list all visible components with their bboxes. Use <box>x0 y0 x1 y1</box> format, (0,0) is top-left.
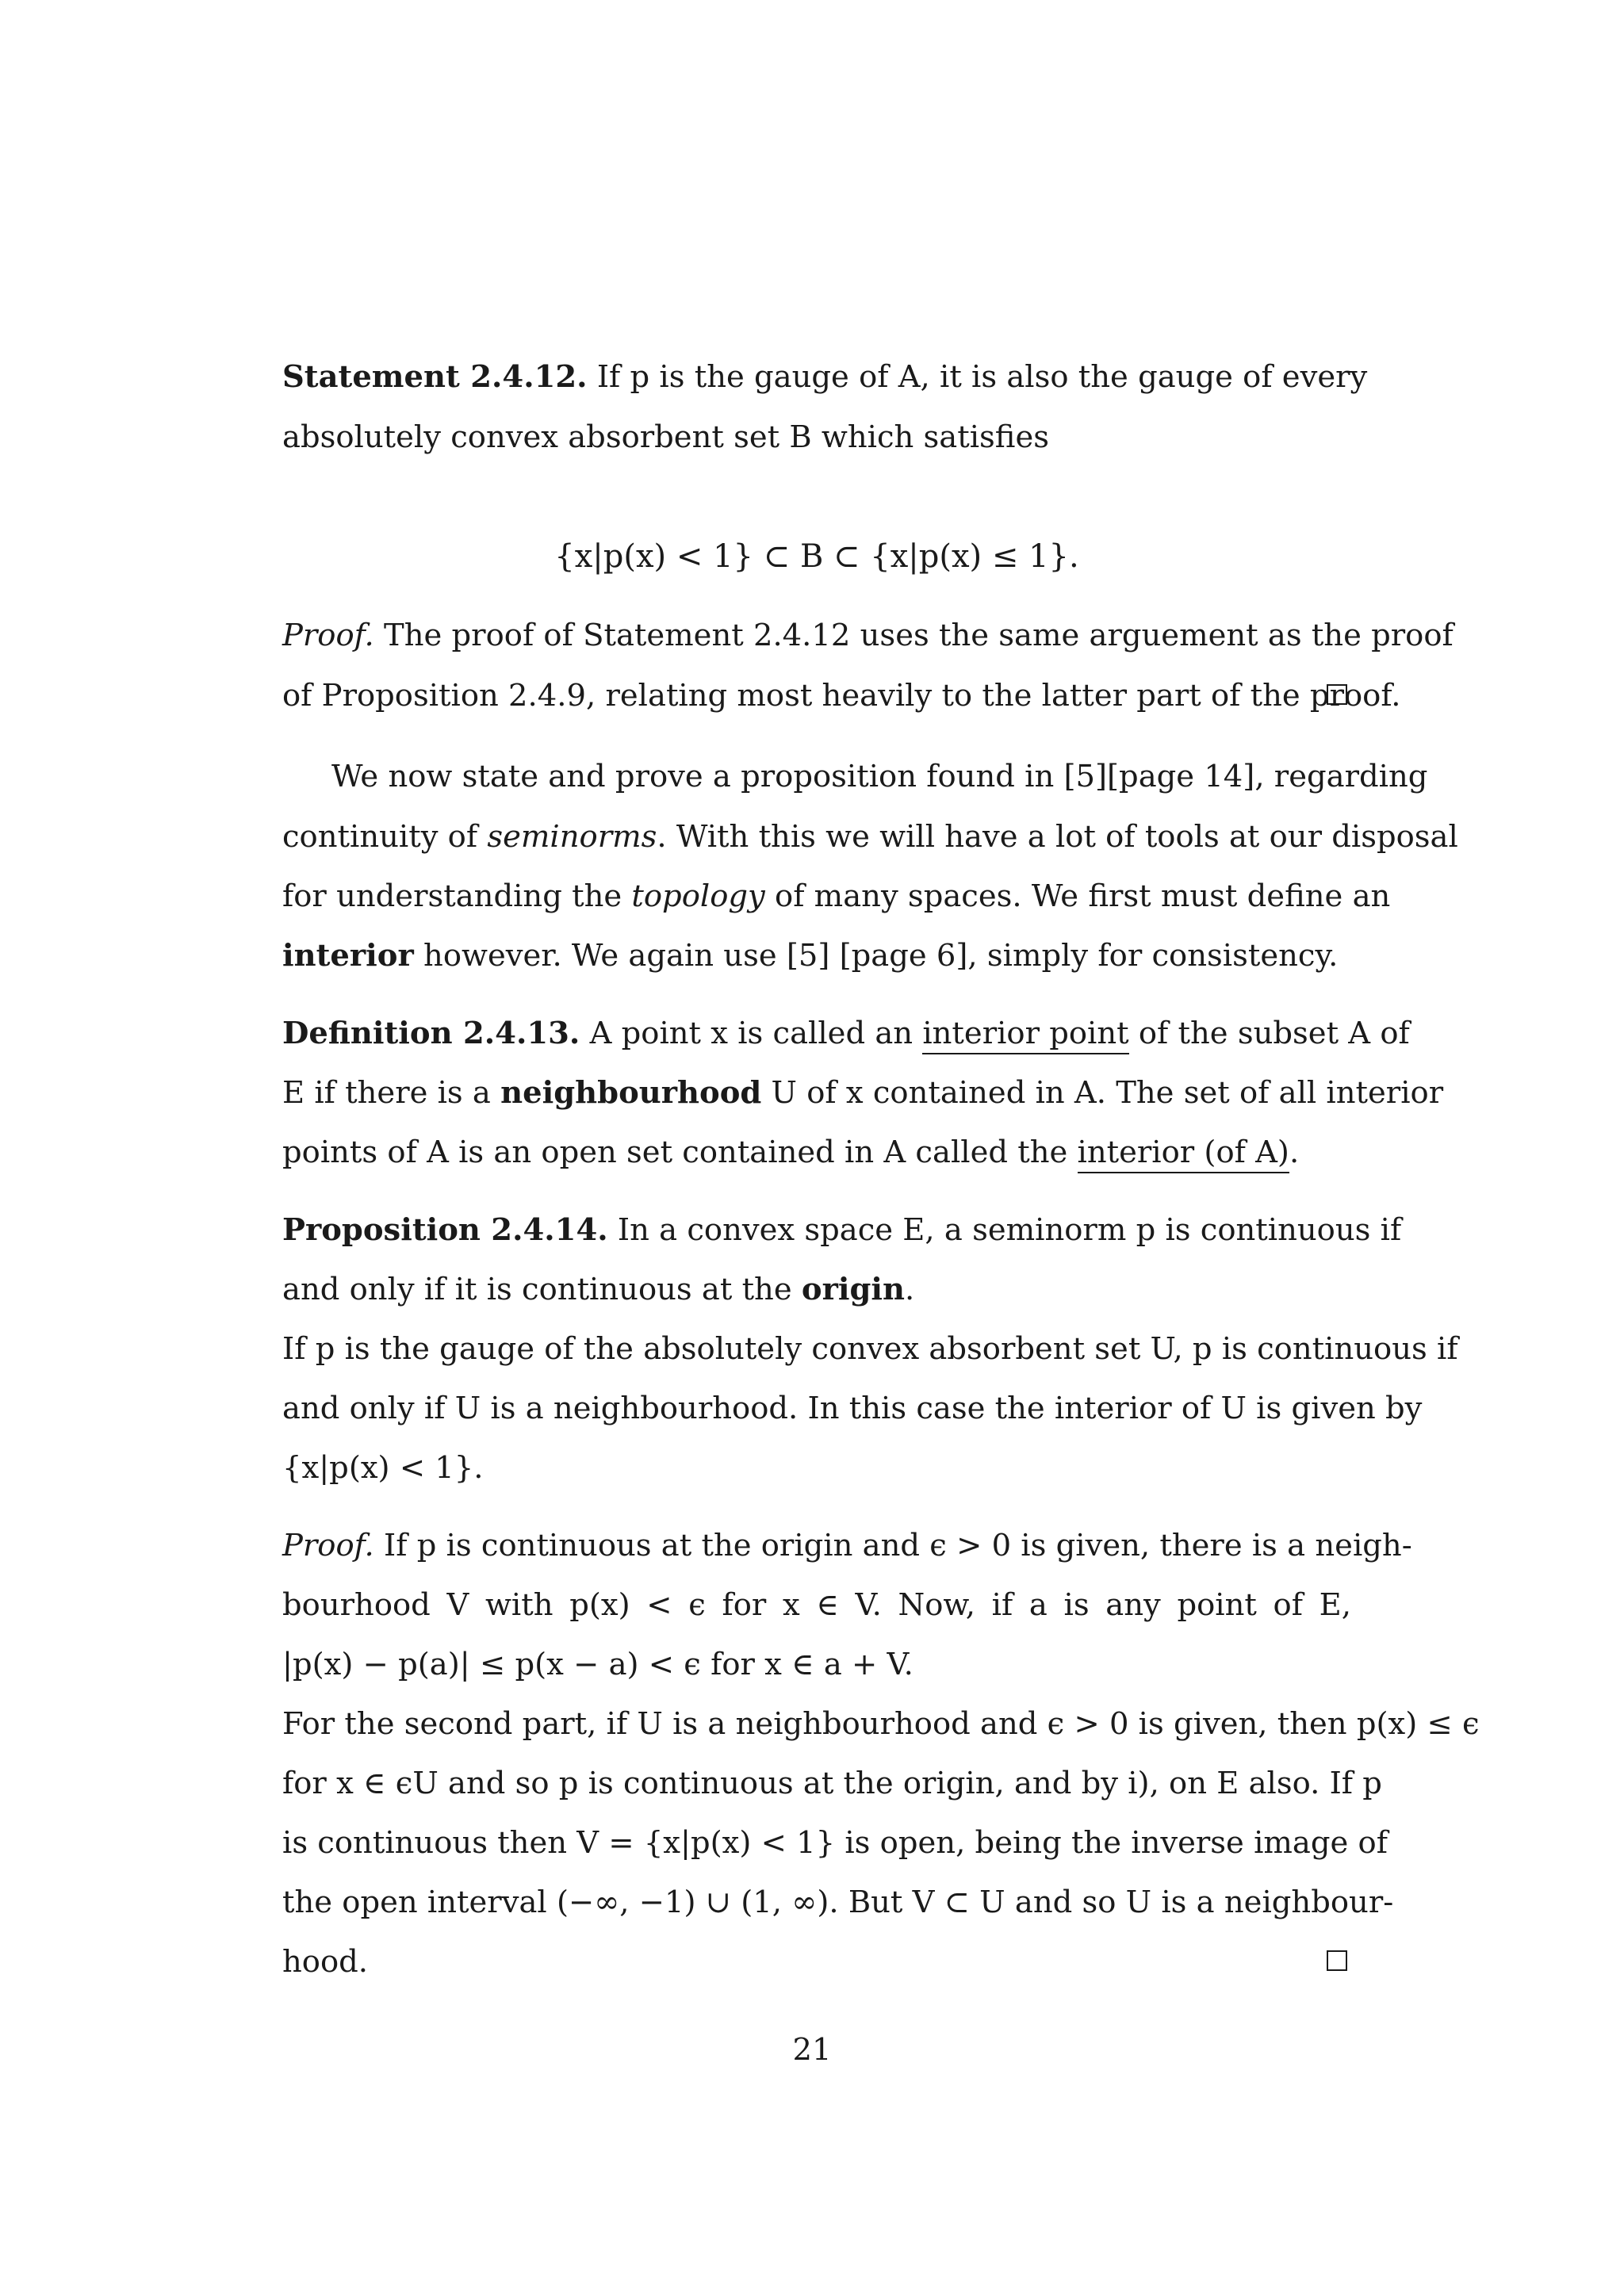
proof1-line-1 <box>282 615 1454 656</box>
para-text-3a: for understanding the <box>282 878 632 914</box>
proof2-label: Proof. <box>282 1528 374 1563</box>
statement-formula: {x|p(x) < 1} ⊂ B ⊂ {x|p(x) ≤ 1}. <box>554 538 1079 575</box>
interior-bold: interior <box>282 938 414 974</box>
statement-line-2: absolutely convex absorbent set B which satisfies <box>282 419 1050 455</box>
para-text-2a: continuity of <box>282 819 488 855</box>
definition-text-1b: of the subset A of <box>1128 1016 1410 1051</box>
proof1-text-1: The proof of Statement 2.4.12 uses the same arguement as the proof <box>373 618 1454 653</box>
proof2-line-7: the open interval (−∞, −1) ∪ (1, ∞). But V ⊂ U and so U is a neighbour- <box>282 1885 1394 1920</box>
definition-line-3 <box>282 1132 1351 1173</box>
statement-line-1 <box>282 357 1368 398</box>
proof1-line-2: of Proposition 2.4.9, relating most heavily to the latter part of the proof. <box>282 678 1401 714</box>
definition-label: Definition 2.4.13. <box>282 1016 580 1051</box>
topology-emphasis: topology <box>631 878 765 914</box>
proof2-text-1: If p is continuous at the origin and ϵ > 0 is given, there is a neigh- <box>373 1528 1412 1563</box>
proof2-line-6: is continuous then V = {x|p(x) < 1} is open, being the inverse image of <box>282 1825 1388 1861</box>
proposition-text-2a: and only if it is continuous at the <box>282 1272 802 1307</box>
proof2-line-1 <box>282 1525 1412 1567</box>
para-line-2 <box>282 817 1458 858</box>
proposition-line-4: and only if U is a neighbourhood. In this case the interior of U is given by <box>282 1391 1423 1426</box>
neighbourhood-bold: neighbourhood <box>500 1075 762 1111</box>
proof2-line-8: hood. <box>282 1944 369 1980</box>
proof2-line-3: |p(x) − p(a)| ≤ p(x − a) < ϵ for x ∈ a + V. <box>282 1647 914 1682</box>
proposition-text-2b: . <box>905 1272 915 1307</box>
statement-text-1: If p is the gauge of A, it is also the gauge of every <box>587 359 1368 395</box>
definition-text-3b: . <box>1289 1135 1300 1170</box>
proof2-line-4: For the second part, if U is a neighbourhood and ϵ > 0 is given, then p(x) ≤ ϵ <box>282 1706 1480 1742</box>
definition-line-1 <box>282 1013 1410 1054</box>
proposition-label: Proposition 2.4.14. <box>282 1212 608 1248</box>
definition-line-2 <box>282 1073 1444 1114</box>
definition-text-2a: E if there is a <box>282 1075 501 1111</box>
proposition-line-3: If p is the gauge of the absolutely convex absorbent set U, p is continuous if <box>282 1331 1458 1367</box>
seminorms-emphasis: seminorms <box>487 819 657 855</box>
definition-text-2b: U of x contained in A. The set of all interior <box>761 1075 1444 1111</box>
proof2-line-5: for x ∈ ϵU and so p is continuous at the origin, and by i), on E also. If p <box>282 1766 1382 1801</box>
proposition-line-1 <box>282 1210 1402 1251</box>
interior-point-underlined: interior point <box>922 1016 1128 1054</box>
para-text-3b: of many spaces. We first must define an <box>764 878 1391 914</box>
para-line-1: We now state and prove a proposition found in [5][page 14], regarding <box>331 759 1428 794</box>
definition-text-3a: points of A is an open set contained in A called the <box>282 1135 1078 1170</box>
para-text-4b: however. We again use [5] [page 6], simply for consistency. <box>413 938 1339 974</box>
qed-symbol <box>1327 684 1347 705</box>
origin-bold: origin <box>801 1272 906 1307</box>
page-number: 21 <box>792 2032 832 2068</box>
proposition-line-2 <box>282 1269 1351 1311</box>
proof2-line-2: bourhood V with p(x) < ϵ for x ∈ V. Now, if a is any point of E, <box>282 1587 1351 1623</box>
qed-symbol-2 <box>1327 1950 1347 1971</box>
para-text-2b: . With this we will have a lot of tools at our disposal <box>657 819 1458 855</box>
proof1-label: Proof. <box>282 618 374 653</box>
para-line-3 <box>282 876 1391 917</box>
statement-label: Statement 2.4.12. <box>282 359 588 395</box>
interior-underlined: interior (of A) <box>1078 1135 1289 1173</box>
proposition-line-5: {x|p(x) < 1}. <box>282 1450 484 1486</box>
para-line-4 <box>282 936 1351 977</box>
definition-text-1a: A point x is called an <box>580 1016 923 1051</box>
proposition-text-1: In a convex space E, a seminorm p is continuous if <box>607 1212 1402 1248</box>
